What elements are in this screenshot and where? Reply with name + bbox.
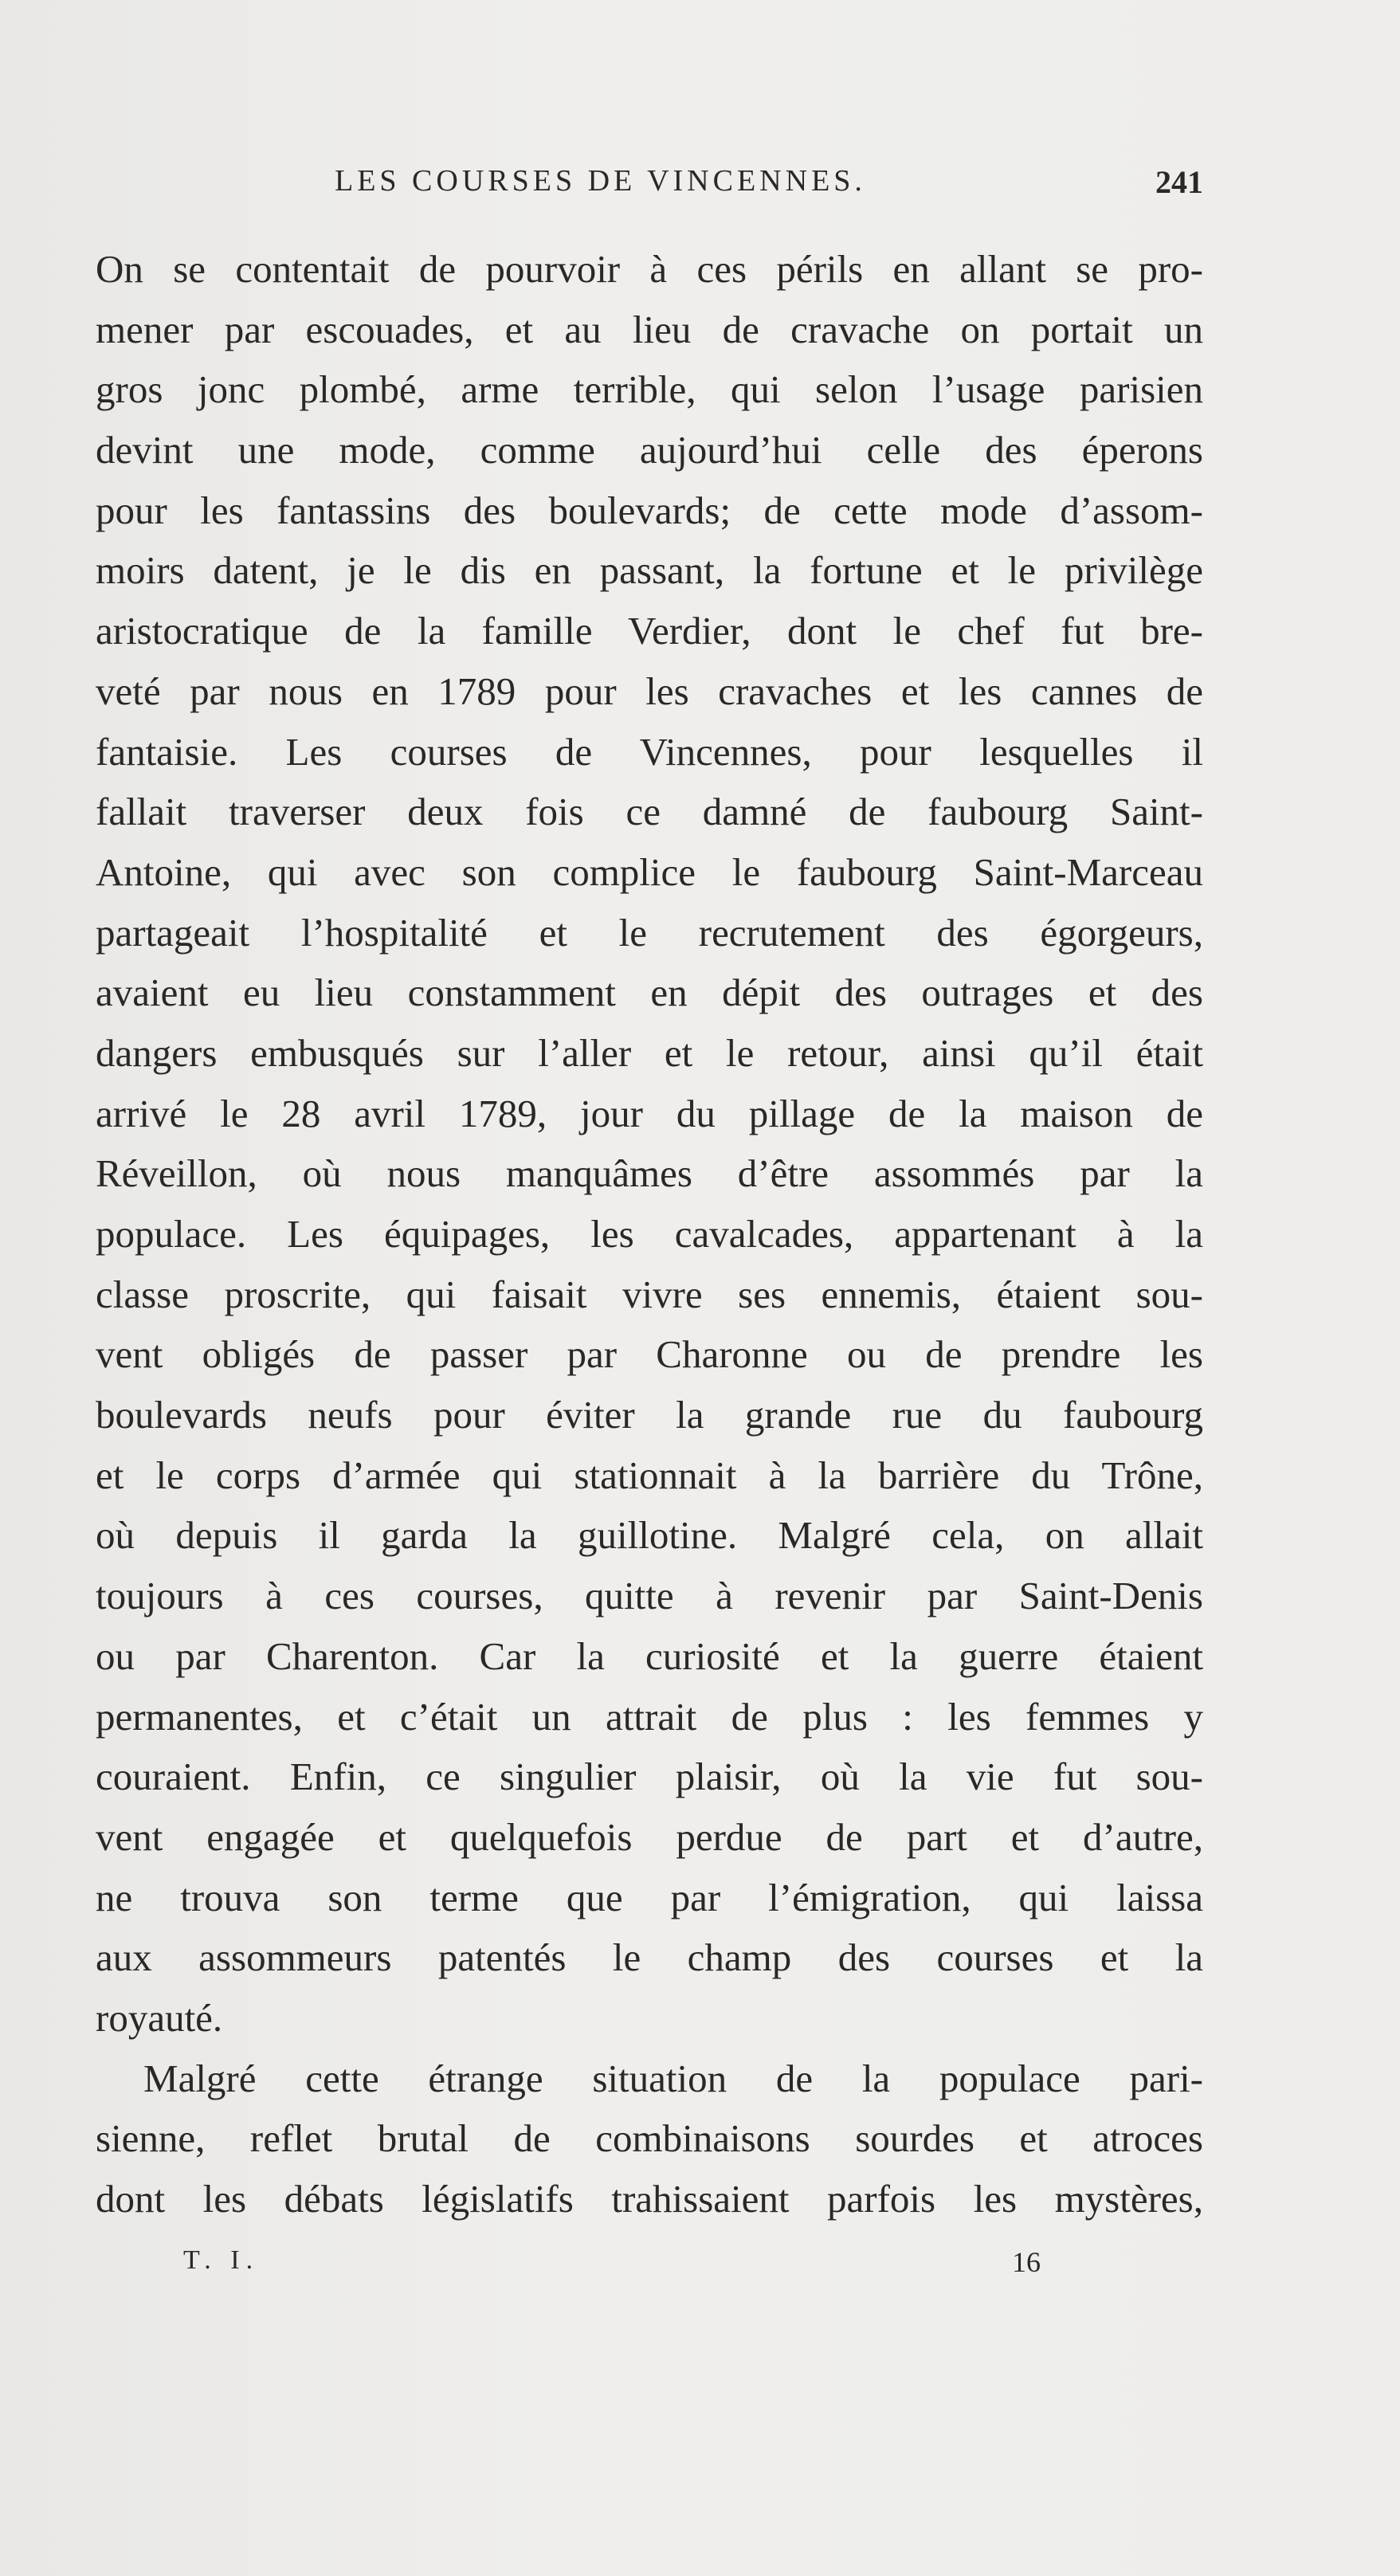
- text-line: aux assommeurs patentés le champ des courses et la: [96, 1935, 1203, 1980]
- text-line: veté par nous en 1789 pour les cravaches et les cannes de: [96, 669, 1203, 713]
- text-line: moirs datent, je le dis en passant, la fortune et le privilège: [96, 548, 1203, 593]
- text-line: et le corps d’armée qui stationnait à la barrière du Trône,: [96, 1453, 1203, 1497]
- text-line: avaient eu lieu constamment en dépit des outrages et des: [96, 970, 1203, 1015]
- text-line: où depuis il garda la guillotine. Malgré cela, on allait: [96, 1513, 1203, 1558]
- text-line: vent obligés de passer par Charonne ou de prendre les: [96, 1332, 1203, 1377]
- text-line: permanentes, et c’était un attrait de plus : les femmes y: [96, 1694, 1203, 1739]
- paragraph-start-line: Malgré cette étrange situation de la populace pari-: [143, 2056, 1203, 2100]
- body-text: [96, 239, 1203, 2229]
- running-title: LES COURSES DE VINCENNES.: [335, 164, 866, 198]
- text-line: vent engagée et quelquefois perdue de part et d’autre,: [96, 1814, 1203, 1859]
- text-line: pour les fantassins des boulevards; de cette mode d’assom-: [96, 488, 1203, 532]
- text-line: sienne, reflet brutal de combinaisons sourdes et atroces: [96, 2116, 1203, 2161]
- text-line: boulevards neufs pour éviter la grande rue du faubourg: [96, 1393, 1203, 1437]
- text-line: On se contentait de pourvoir à ces périls en allant se pro-: [96, 247, 1203, 291]
- volume-signature: T. I.: [183, 2245, 260, 2275]
- page-footer: [96, 2245, 1203, 2293]
- running-head: [96, 163, 1203, 211]
- text-line: ou par Charenton. Car la curiosité et la guerre étaient: [96, 1633, 1203, 1678]
- text-line: ne trouva son terme que par l’émigration, qui laissa: [96, 1875, 1203, 1919]
- text-line: aristocratique de la famille Verdier, dont le chef fut bre-: [96, 609, 1203, 653]
- text-line: dangers embusqués sur l’aller et le retour, ainsi qu’il était: [96, 1030, 1203, 1075]
- text-line: Réveillon, où nous manquâmes d’être assommés par la: [96, 1151, 1203, 1196]
- paragraph-end-line: royauté.: [96, 1995, 223, 2040]
- text-line: fallait traverser deux fois ce damné de faubourg Saint-: [96, 790, 1203, 834]
- text-line: gros jonc plombé, arme terrible, qui selon l’usage parisien: [96, 367, 1203, 412]
- text-line: Antoine, qui avec son complice le faubourg Saint-Marceau: [96, 849, 1203, 894]
- sheet-number: 16: [1012, 2246, 1041, 2278]
- text-line: classe proscrite, qui faisait vivre ses ennemis, étaient sou-: [96, 1272, 1203, 1316]
- text-line: dont les débats législatifs trahissaient parfois les mystères,: [96, 2177, 1203, 2221]
- text-line: devint une mode, comme aujourd’hui celle des éperons: [96, 428, 1203, 472]
- text-line: populace. Les équipages, les cavalcades, appartenant à la: [96, 1212, 1203, 1256]
- page-number: 241: [1155, 164, 1203, 200]
- text-line: couraient. Enfin, ce singulier plaisir, où la vie fut sou-: [96, 1755, 1203, 1799]
- text-line: mener par escouades, et au lieu de cravache on portait un: [96, 307, 1203, 351]
- text-line: fantaisie. Les courses de Vincennes, pour lesquelles il: [96, 729, 1203, 774]
- text-line: arrivé le 28 avril 1789, jour du pillage de la maison de: [96, 1091, 1203, 1135]
- text-line: toujours à ces courses, quitte à revenir par Saint-Denis: [96, 1574, 1203, 1618]
- text-line: partageait l’hospitalité et le recrutement des égorgeurs,: [96, 910, 1203, 955]
